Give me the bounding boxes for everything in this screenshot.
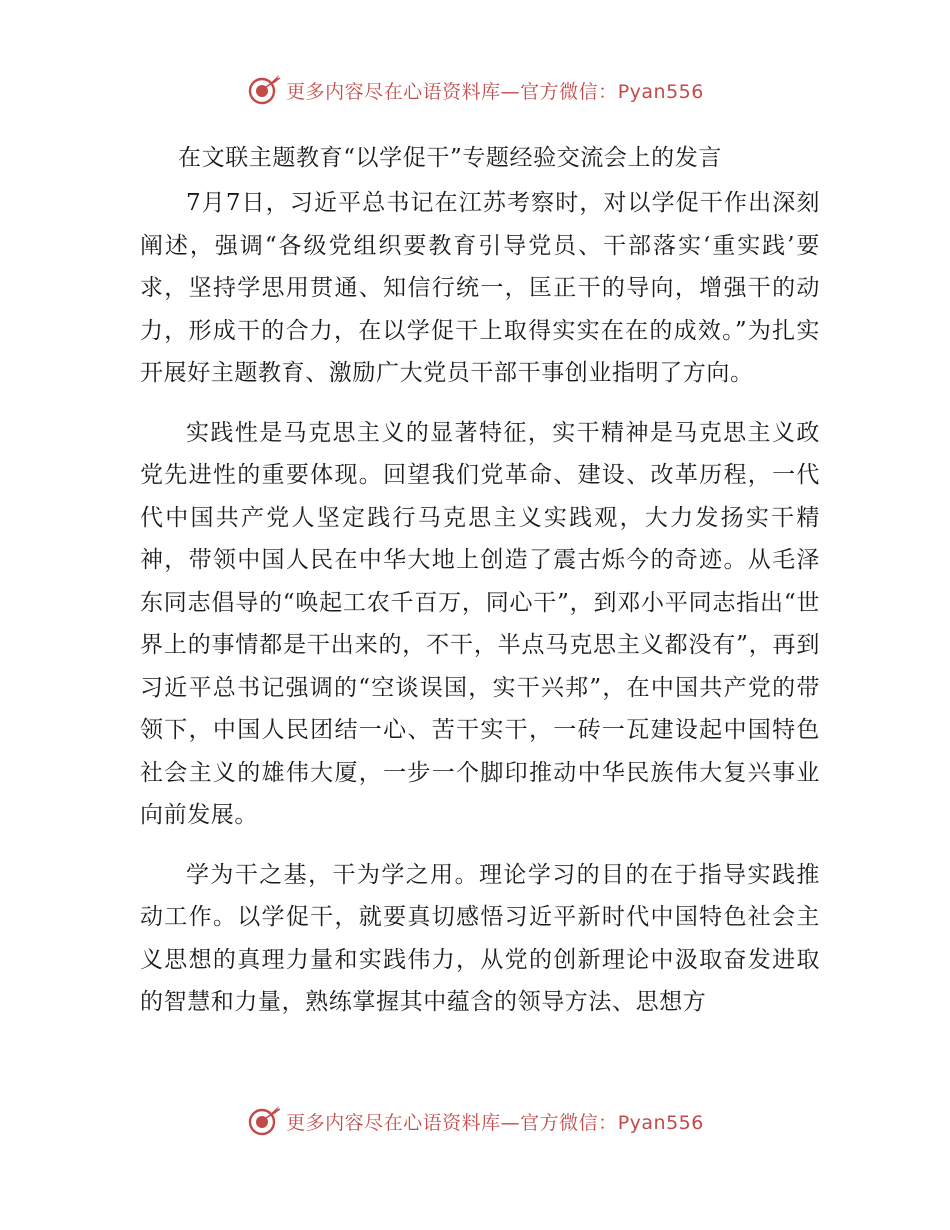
- banner-wechat-label: 官方微信：: [520, 1111, 618, 1134]
- banner-site-name: 更多内容尽在心语资料库: [286, 1111, 501, 1134]
- banner-wechat-id: Pyan556: [617, 1111, 704, 1134]
- header-banner-content: [246, 72, 704, 108]
- banner-wechat-id: Pyan556: [617, 80, 704, 103]
- footer-banner-text: [286, 1108, 704, 1135]
- document-title: 在文联主题教育“以学促干”专题经验交流会上的发言: [178, 145, 722, 171]
- paragraph-2: 实践性是马克思主义的显著特征，实干精神是马克思主义政党先进性的重要体现。回望我们党革命、建设、改革历程，一代代中国共产党人坚定践行马克思主义实践观，大力发扬实干精神，带领中国人民在中华大地上创造了震古烁今的奇迹。从毛泽东同志倡导的“唤起工农千百万，同心干”，到邓小平同志指出“世界上的事情都是干出来的，不干，半点马克思主义都没有”，再到习近平总书记强调的“空谈误国，实干兴邦”，在中国共产党的带领下，中国人民团结一心、苦干实干，一砖一瓦建设起中国特色社会主义的雄伟大厦，一步一个脚印推动中华民族伟大复兴事业向前发展。: [140, 419, 820, 828]
- header-banner-text: [286, 77, 704, 104]
- quill-seal-icon: [246, 72, 282, 108]
- paragraph-1: 7月7日，习近平总书记在江苏考察时，对以学促干作出深刻阐述，强调“各级党组织要教育引导党员、干部落实‘重实践’要求，坚持学思用贯通、知信行统一，匡正干的导向，增强干的动力，形成干的合力，在以学促干上取得实实在在的成效。”为扎实开展好主题教育、激励广大党员干部干事创业指明了方向。: [140, 190, 820, 386]
- quill-seal-icon: [246, 1103, 282, 1139]
- banner-site-name: 更多内容尽在心语资料库: [286, 80, 501, 103]
- footer-banner-content: [246, 1103, 704, 1139]
- header-banner: [0, 70, 950, 110]
- banner-dash: —: [500, 80, 521, 103]
- footer-banner: [0, 1101, 950, 1141]
- banner-dash: —: [500, 1111, 521, 1134]
- document-body: [140, 135, 820, 1041]
- paragraph-3: 学为干之基，干为学之用。理论学习的目的在于指导实践推动工作。以学促干，就要真切感悟习近平新时代中国特色社会主义思想的真理力量和实践伟力，从党的创新理论中汲取奋发进取的智慧和力量，熟练掌握其中蕴含的领导方法、思想方: [140, 861, 820, 1015]
- banner-wechat-label: 官方微信：: [520, 80, 618, 103]
